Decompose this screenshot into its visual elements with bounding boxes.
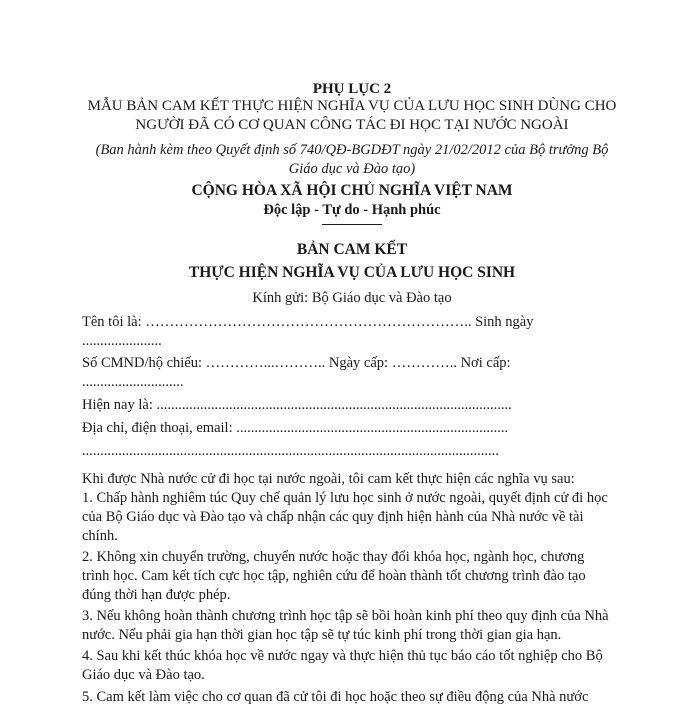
issued-note: (Ban hành kèm theo Quyết định số 740/QĐ-BGDĐT ngày 21/02/2012 của Bộ trưởng Bộ Giáo dục và Đào tạo)	[95, 142, 609, 177]
commitment-intro: Khi được Nhà nước cử đi học tại nước ngoài, tôi cam kết thực hiện các nghĩa vụ sau:	[82, 471, 575, 487]
document-subtitle: THỰC HIỆN NGHĨA VỤ CỦA LƯU HỌC SINH	[188, 264, 516, 281]
appendix-title: PHỤ LỤC 2	[312, 81, 392, 97]
id-field-line: Số CMND/hộ chiếu: …………...……….. Ngày cấp: ………….. Nơi cấp: ............................	[82, 355, 511, 390]
commitment-item-4: 4. Sau khi kết thúc khóa học về nước ngay và thực hiện thủ tục báo cáo tốt nghiệp cho Bộ Giáo dục và Đào tạo.	[82, 648, 603, 683]
motto-underline	[322, 224, 382, 225]
name-field-line: Tên tôi là: ………………………………………………………….. Sinh ngày ......................	[82, 314, 534, 349]
commitment-item-3: 3. Nếu không hoàn thành chương trình học tập sẽ bồi hoàn kinh phí theo quy định của Nhà nước. Nếu phải gia hạn thời gian học tập sẽ tự túc kinh phí trong thời gian gia hạn.	[82, 608, 609, 643]
commitment-item-1: 1. Chấp hành nghiêm túc Quy chế quản lý lưu học sinh ở nước ngoài, quyết định cử đi học của Bộ Giáo dục và Đào tạo và chấp nhận các quy định hiện hành của Nhà nước về tài chính.	[82, 490, 608, 544]
country-name: CỘNG HÒA XÃ HỘI CHỦ NGHĨA VIỆT NAM	[191, 182, 513, 199]
address-field-line: Địa chỉ, điện thoại, email: ...........................................................................	[82, 420, 509, 436]
form-title: MẪU BẢN CAM KẾT THỰC HIỆN NGHĨA VỤ CỦA LƯU HỌC SINH DÙNG CHO NGƯỜI ĐÃ CÓ CƠ QUAN CÔNG TÁC ĐI HỌC TẠI NƯỚC NGOÀI	[87, 98, 617, 133]
addressee-line: Kính gửi: Bộ Giáo dục và Đào tạo	[252, 290, 452, 306]
current-position-field-line: Hiện nay là: ..................................................................................................	[82, 397, 512, 413]
commitment-item-5: 5. Cam kết làm việc cho cơ quan đã cử tôi đi học hoặc theo sự điều động của Nhà nước	[82, 689, 589, 705]
commitment-item-2: 2. Không xin chuyển trường, chuyển nước hoặc thay đổi khóa học, ngành học, chương trình học. Cam kết tích cực học tập, nghiên cứu để hoàn thành tốt chương trình đào tạo đúng thời hạn được phép.	[82, 549, 586, 603]
national-motto: Độc lập - Tự do - Hạnh phúc	[263, 202, 441, 218]
blank-field-line: ...................................................................................................................	[82, 443, 499, 459]
document-title: BẢN CAM KẾT	[296, 241, 408, 258]
